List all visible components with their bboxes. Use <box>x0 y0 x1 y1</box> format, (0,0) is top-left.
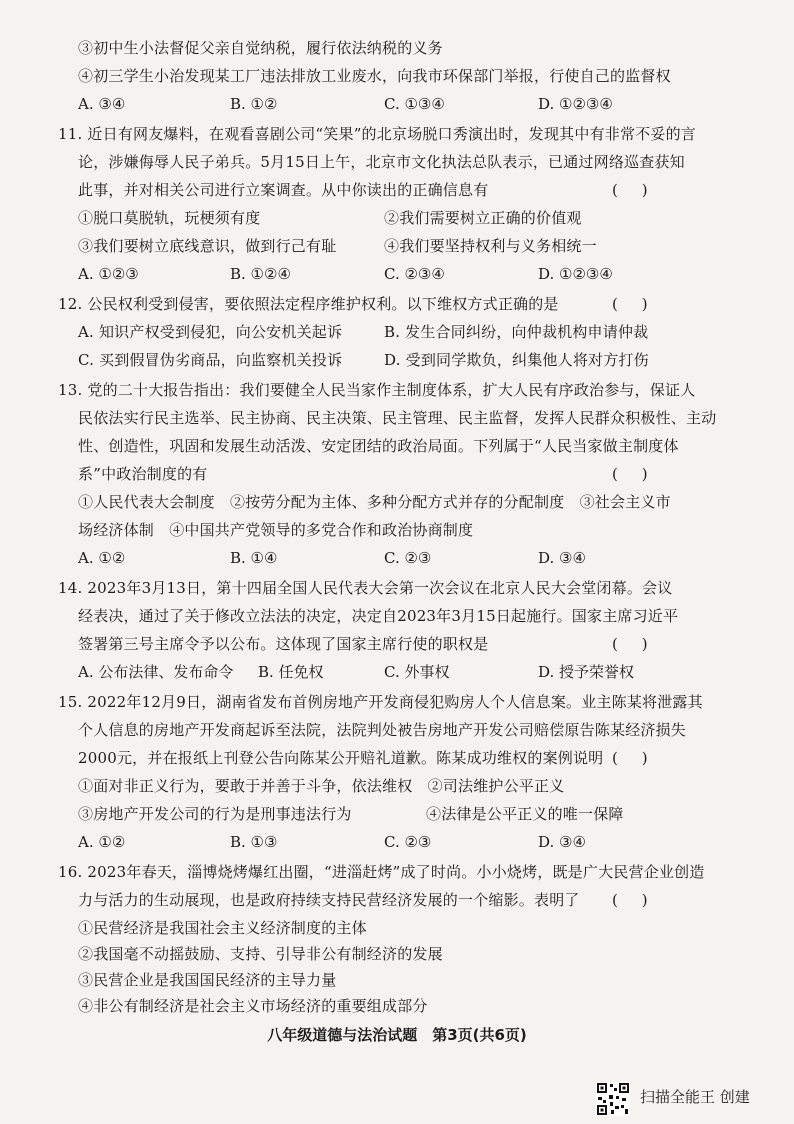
q15-option-a: A. ①② <box>78 833 126 851</box>
q12-option-d: D. 受到同学欺负，纠集他人将对方打伤 <box>384 351 649 369</box>
q13-stem-line-1: 13. 党的二十大报告指出：我们要健全人民当家作主制度体系，扩大人民有序政治参与，保证人 <box>58 381 696 399</box>
q14-option-a: A. 公布法律、发布命令 <box>78 663 234 681</box>
q14-stem-line-2: 经表决，通过了关于修改立法法的决定，决定自2023年3月15日起施行。国家主席习近平 <box>78 607 679 625</box>
q11-stem-line-3: 此事，并对相关公司进行立案调查。从中你读出的正确信息有 <box>78 181 489 199</box>
q14-stem-line-1: 14. 2023年3月13日，第十四届全国人民代表大会第一次会议在北京人民大会堂闭幕。会议 <box>58 579 673 597</box>
q13-items-line-1: ①人民代表大会制度 ②按劳分配为主体、多种分配方式并存的分配制度 ③社会主义市 <box>78 493 671 511</box>
q13-option-c: C. ②③ <box>384 549 432 567</box>
q11-item-4: ④我们要坚持权利与义务相统一 <box>384 237 597 255</box>
q14-option-d: D. 授予荣誉权 <box>538 663 635 681</box>
q11-option-a: A. ①②③ <box>78 265 139 283</box>
q13-stem-line-4: 系”中政治制度的有 <box>78 465 208 483</box>
q10-item-4: ④初三学生小治发现某工厂违法排放工业废水，向我市环保部门举报，行使自己的监督权 <box>78 67 671 85</box>
q13-stem-line-3: 性、创造性，巩固和发展生动活泼、安定团结的政治局面。下列属于“人民当家做主制度体 <box>78 437 679 455</box>
q16-item-1: ①民营经济是我国社会主义经济制度的主体 <box>78 919 367 937</box>
q15-items-line-1: ①面对非正义行为，要敢于并善于斗争，依法维权 ②司法维护公平正义 <box>78 777 565 795</box>
q15-item-4: ④法律是公平正义的唯一保障 <box>426 805 624 823</box>
page-footer: 八年级道德与法治试题 第3页(共6页) <box>267 1026 527 1044</box>
scanner-watermark-label: 扫描全能王 创建 <box>640 1088 750 1106</box>
q10-item-3: ③初中生小法督促父亲自觉纳税，履行依法纳税的义务 <box>78 39 443 57</box>
q11-option-b: B. ①②④ <box>230 265 291 283</box>
q14-option-b: B. 任免权 <box>258 663 324 681</box>
q15-option-c: C. ②③ <box>384 833 432 851</box>
q15-stem-line-2: 个人信息的房地产开发商起诉至法院，法院判处被告房地产开发公司赔偿原告陈某经济损失 <box>78 721 687 739</box>
q11-stem-line-2: 论，涉嫌侮辱人民子弟兵。5月15日上午，北京市文化执法总队表示，已通过网络巡查获知 <box>78 153 685 171</box>
q12-option-b: B. 发生合同纠纷，向仲裁机构申请仲裁 <box>384 323 649 341</box>
q15-stem-line-3: 2000元，并在报纸上刊登公告向陈某公开赔礼道歉。陈某成功维权的案例说明 <box>78 749 604 767</box>
q11-item-2: ②我们需要树立正确的价值观 <box>384 209 582 227</box>
q11-item-3: ③我们要树立底线意识，做到行己有耻 <box>78 237 337 255</box>
q11-stem-line-1: 11. 近日有网友爆料，在观看喜剧公司“笑果”的北京场脱口秀演出时，发现其中有非常不妥的言 <box>58 125 696 143</box>
q14-option-c: C. 外事权 <box>384 663 450 681</box>
q10-option-d: D. ①②③④ <box>538 95 613 113</box>
q13-option-d: D. ③④ <box>538 549 586 567</box>
q11-option-d: D. ①②③④ <box>538 265 613 283</box>
q10-option-b: B. ①② <box>230 95 278 113</box>
q11-answer-paren: ( ) <box>612 181 648 199</box>
q16-answer-paren: ( ) <box>612 891 648 909</box>
q13-items-line-2: 场经济体制 ④中国共产党领导的多党合作和政治协商制度 <box>78 521 474 539</box>
q13-option-a: A. ①② <box>78 549 126 567</box>
q16-stem-line-1: 16. 2023年春天，淄博烧烤爆红出圈，“进淄赶烤”成了时尚。小小烧烤，既是广大民营企业创造 <box>58 863 705 881</box>
qr-code-icon <box>596 1082 630 1116</box>
q15-stem-line-1: 15. 2022年12月9日，湖南省发布首例房地产开发商侵犯购房人个人信息案。业主陈某将泄露其 <box>58 693 703 711</box>
q16-stem-line-2: 力与活力的生动展现，也是政府持续支持民营经济发展的一个缩影。表明了 <box>78 891 580 909</box>
q10-option-c: C. ①③④ <box>384 95 445 113</box>
q12-option-c: C. 买到假冒伪劣商品，向监察机关投诉 <box>78 351 343 369</box>
q12-answer-paren: ( ) <box>612 295 648 313</box>
q14-answer-paren: ( ) <box>612 635 648 653</box>
q11-item-1: ①脱口莫脱轨，玩梗须有度 <box>78 209 261 227</box>
q11-option-c: C. ②③④ <box>384 265 445 283</box>
q15-option-b: B. ①③ <box>230 833 278 851</box>
q12-stem: 12. 公民权利受到侵害，要依照法定程序维护权利。以下维权方式正确的是 <box>58 295 559 313</box>
q10-option-a: A. ③④ <box>78 95 126 113</box>
q16-item-4: ④非公有制经济是社会主义市场经济的重要组成部分 <box>78 997 428 1015</box>
q16-item-3: ③民营企业是我国国民经济的主导力量 <box>78 971 337 989</box>
q13-stem-line-2: 民依法实行民主选举、民主协商、民主决策、民主管理、民主监督，发挥人民群众积极性、主动 <box>78 409 717 427</box>
q12-option-a: A. 知识产权受到侵犯，向公安机关起诉 <box>78 323 343 341</box>
q16-item-2: ②我国毫不动摇鼓励、支持、引导非公有制经济的发展 <box>78 945 443 963</box>
q14-stem-line-3: 签署第三号主席令予以公布。这体现了国家主席行使的职权是 <box>78 635 489 653</box>
q15-item-3: ③房地产开发公司的行为是刑事违法行为 <box>78 805 352 823</box>
q15-answer-paren: ( ) <box>612 749 648 767</box>
q13-answer-paren: ( ) <box>612 465 648 483</box>
q13-option-b: B. ①④ <box>230 549 278 567</box>
q15-option-d: D. ③④ <box>538 833 586 851</box>
